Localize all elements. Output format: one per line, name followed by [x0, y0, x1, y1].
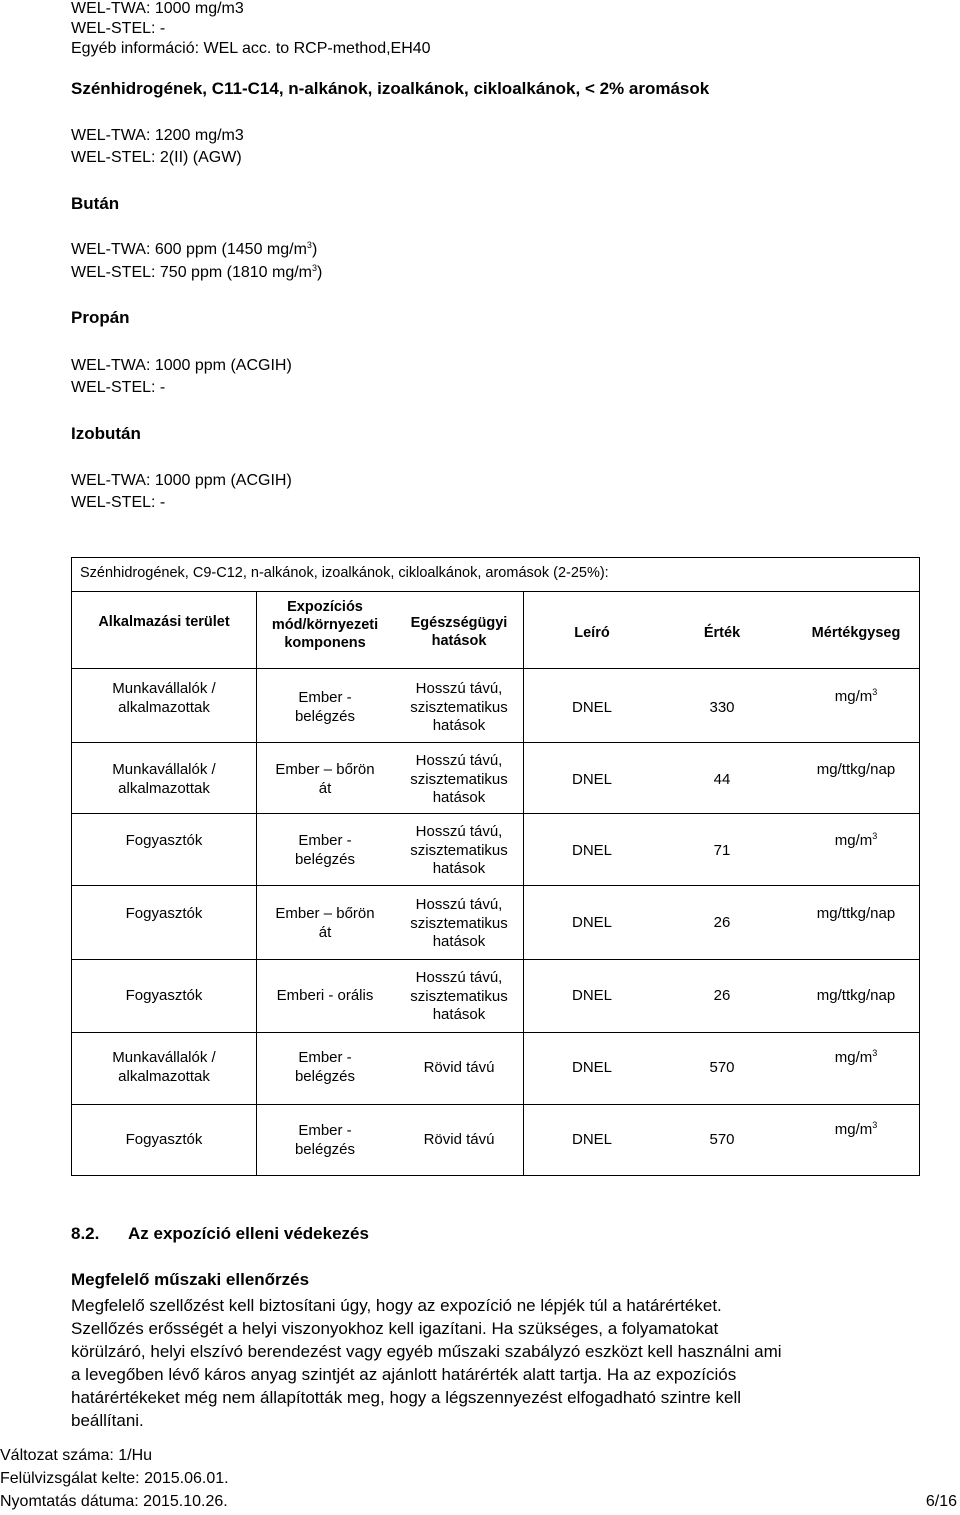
row-1-value: 330 [709, 699, 735, 716]
header-unit: Mértékgyseg [811, 625, 901, 641]
dnel-table [71, 557, 920, 1176]
section-c11-stel: WEL-STEL: 2(II) (AGW) [71, 149, 242, 166]
section-propan-stel: WEL-STEL: - [71, 379, 166, 396]
section-title-butan: Bután [71, 194, 120, 213]
section-title: Az expozíció elleni védekezés [128, 1224, 369, 1243]
row-3-unit: $mg/m^3$ [834, 831, 878, 849]
row-3-route: Ember - belégzés [294, 832, 356, 868]
row-7-route: Ember - belégzés [294, 1122, 356, 1158]
section-butan-stel: WEL-STEL: 750 ppm (1810 $mg/m^3$) [71, 263, 323, 281]
table-rule [72, 959, 919, 960]
header-route: Expozíciós mód/környezeti komponens [271, 599, 379, 651]
table-rule [72, 668, 919, 669]
section-title-c11-c14: Szénhidrogének, C11-C14, n-alkánok, izoalkánok, cikloalkánok, < 2% aromások [71, 79, 710, 98]
row-7-unit: $mg/m^3$ [834, 1120, 878, 1138]
row-1-route: Ember - belégzés [294, 689, 356, 725]
row-4-value: 26 [713, 914, 731, 931]
row-6-effect: Rövid távú [423, 1059, 495, 1076]
row-2-desc: DNEL [571, 771, 612, 788]
row-7-value: 570 [709, 1131, 735, 1148]
row-6-value: 570 [709, 1059, 735, 1076]
section-propan-twa: WEL-TWA: 1000 ppm (ACGIH) [71, 357, 292, 374]
row-1-unit: $mg/m^3$ [834, 687, 878, 705]
row-7-area: Fogyasztók [125, 1131, 203, 1148]
row-6-unit: $mg/m^3$ [834, 1048, 878, 1066]
footer-print-date: Nyomtatás dátuma: 2015.10.26. [0, 1493, 228, 1510]
row-7-effect: Rövid távú [423, 1131, 495, 1148]
row-5-route: Emberi - orális [276, 987, 374, 1004]
row-3-value: 71 [713, 842, 731, 859]
row-4-area: Fogyasztók [125, 905, 203, 922]
header-value: Érték [703, 625, 741, 641]
table-rule [72, 742, 919, 743]
row-1-effect: Hosszú távú, szisztematikus hatások [410, 680, 508, 734]
section-subtitle: Megfelelő műszaki ellenőrzés [71, 1270, 310, 1289]
row-1-desc: DNEL [571, 699, 612, 716]
row-2-value: 44 [713, 771, 731, 788]
row-3-effect: Hosszú távú, szisztematikus hatások [410, 823, 508, 877]
row-6-area: Munkavállalók / alkalmazottak [112, 1049, 216, 1085]
row-5-effect: Hosszú távú, szisztematikus hatások [410, 969, 508, 1023]
table-rule [72, 1104, 919, 1105]
footer-review-date: Felülvizsgálat kelte: 2015.06.01. [0, 1470, 229, 1487]
row-6-desc: DNEL [571, 1059, 612, 1076]
section-butan-twa: WEL-TWA: 600 ppm (1450 $mg/m^3$) [71, 240, 318, 258]
top-line-1: WEL-TWA: 1000 mg/m3 [71, 0, 244, 17]
row-1-area: Munkavállalók / alkalmazottak [112, 680, 216, 716]
footer-page-number: 6/16 [925, 1493, 957, 1510]
table-col-rule [256, 591, 257, 1176]
row-5-unit: mg/ttkg/nap [816, 987, 896, 1004]
footer-version: Változat száma: 1/Hu [0, 1447, 153, 1464]
row-5-value: 26 [713, 987, 731, 1004]
table-col-rule [523, 591, 524, 1176]
row-7-desc: DNEL [571, 1131, 612, 1148]
section-paragraph: Megfelelő szellőzést kell biztosítani úgy, hogy az expozíció ne lépjék túl a határértéket. Szellőzés erősségét a helyi viszonyokhoz kell igazítani. Ha szükséges, a folyamatokat körülzáró, helyi elszívó berendezést vagy egyéb műszaki szabályzó eszközt kell használni ami a levegőben lévő káros anyag szintjét az ajánlott határérték alatt tartja. Ha az expozíciós határértékeket még nem állapították meg, hogy a légszennyezést elfogadható szintre kell beállítani. [71, 1296, 782, 1430]
row-6-route: Ember - belégzés [294, 1049, 356, 1085]
table-rule [72, 591, 919, 592]
table-rule [72, 885, 919, 886]
section-number: 8.2. [71, 1224, 100, 1243]
table-rule [72, 1032, 919, 1033]
header-area: Alkalmazási terület [98, 614, 230, 630]
top-line-2: WEL-STEL: - [71, 20, 166, 37]
header-desc: Leíró [574, 625, 610, 641]
top-line-3: Egyéb információ: WEL acc. to RCP-method,EH40 [71, 40, 431, 57]
section-title-propan: Propán [71, 308, 130, 327]
row-2-unit: mg/ttkg/nap [816, 761, 896, 778]
row-4-unit: mg/ttkg/nap [816, 905, 896, 922]
row-5-desc: DNEL [571, 987, 612, 1004]
row-4-effect: Hosszú távú, szisztematikus hatások [410, 896, 508, 950]
row-4-route: Ember – bőrön át [275, 905, 375, 941]
section-izobutan-twa: WEL-TWA: 1000 ppm (ACGIH) [71, 472, 292, 489]
row-2-effect: Hosszú távú, szisztematikus hatások [410, 752, 508, 806]
row-4-desc: DNEL [571, 914, 612, 931]
section-title-izobutan: Izobután [71, 424, 141, 443]
row-2-route: Ember – bőrön át [275, 761, 375, 797]
row-2-area: Munkavállalók / alkalmazottak [112, 761, 216, 797]
row-5-area: Fogyasztók [125, 987, 203, 1004]
table-rule [72, 813, 919, 814]
row-3-area: Fogyasztók [125, 832, 203, 849]
header-effect: Egészségügyi hatások [410, 615, 508, 649]
row-3-desc: DNEL [571, 842, 612, 859]
section-heading [71, 1224, 99, 1244]
section-izobutan-stel: WEL-STEL: - [71, 494, 166, 511]
table-caption: Szénhidrogének, C9-C12, n-alkánok, izoalkánok, cikloalkánok, aromások (2-25%): [80, 565, 609, 581]
section-c11-twa: WEL-TWA: 1200 mg/m3 [71, 127, 244, 144]
